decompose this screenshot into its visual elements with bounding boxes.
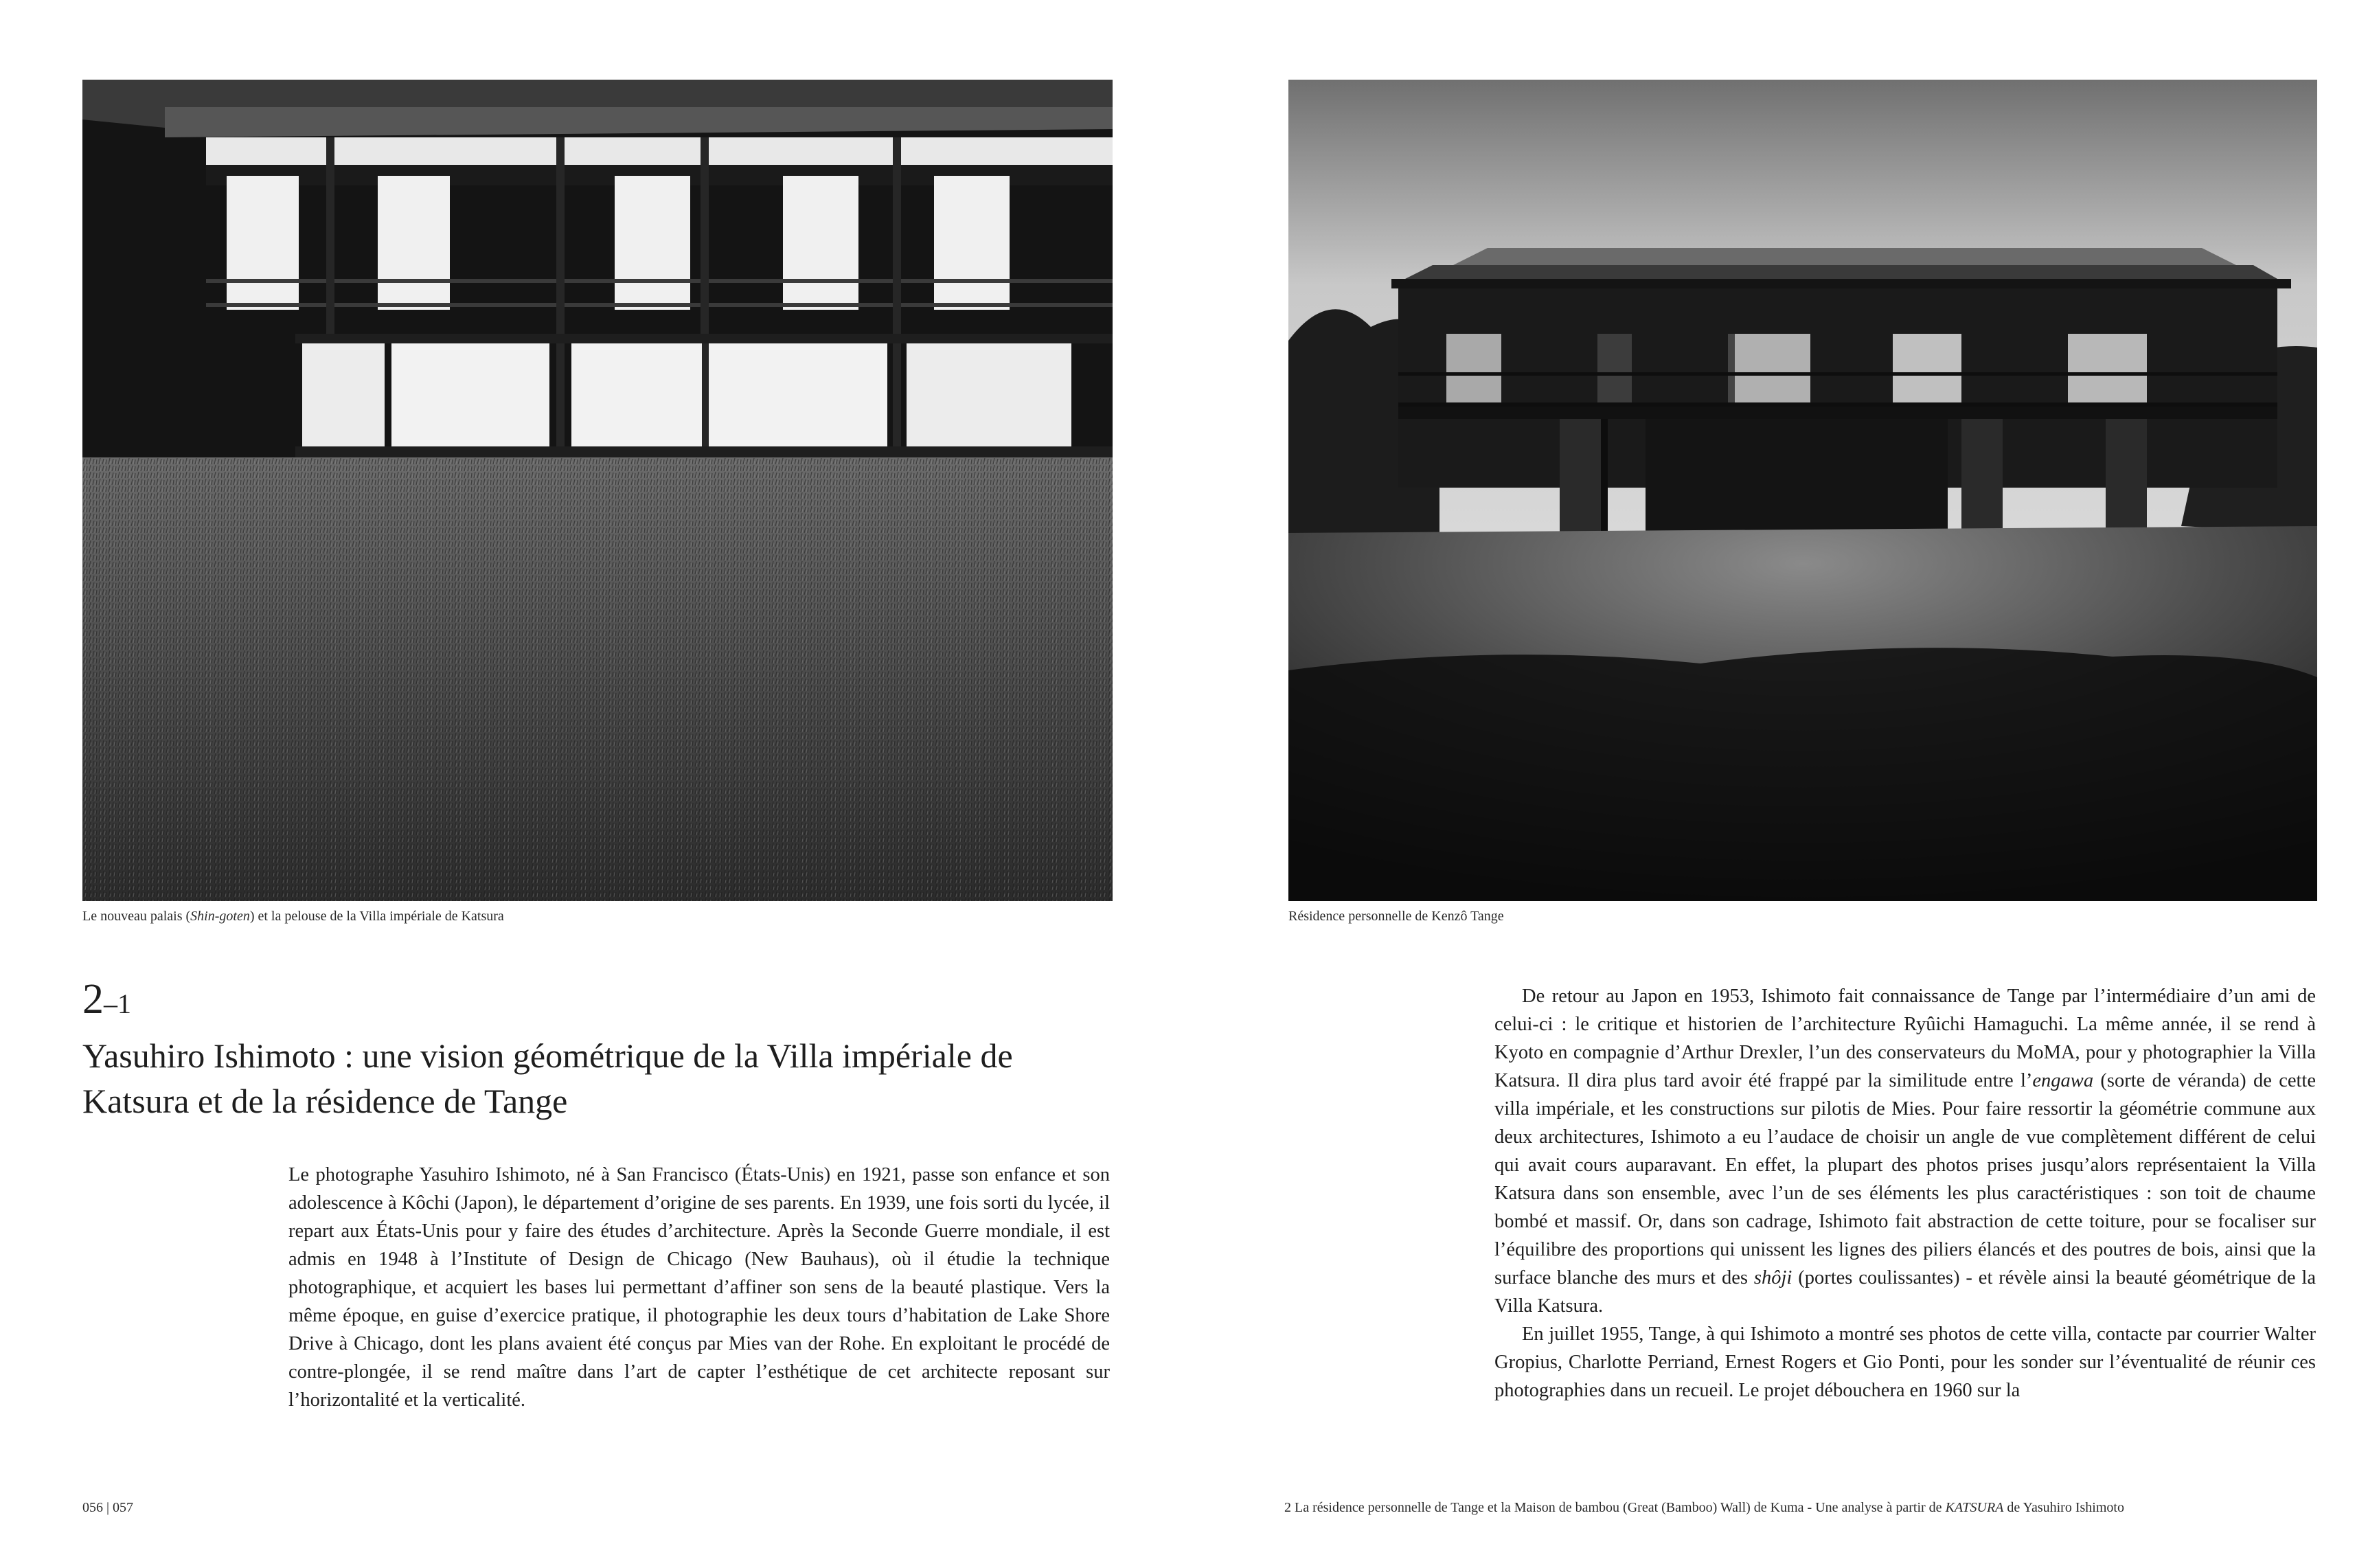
caption-katsura-italic: Shin-goten (190, 909, 250, 924)
paragraph-ishimoto-biography: Le photographe Yasuhiro Ishimoto, né à San Francisco (États-Unis) en 1921, passe son enfance et son adolescence à Kôchi (Japon), le département d’origine de ses parents. En 1939, une fois sorti du lycée, il repart aux États-Unis pour y faire des études d’architecture. Après la Seconde Guerre mondiale, il est admis en 1948 à l’Institute of Design de Chicago (New Bauhaus), où il étudie la technique photographique, et acquiert les bases lui permettant d’affiner son sens de la beauté plastique. Vers la même époque, en guise d’exercice pratique, il photographie les deux tours d’habitation de Lake Shore Drive à Chicago, dont les plans avaient été conçus par Mies van der Rohe. En exploitant le procédé de contre-plongée, il se rend maître dans l’art de capter l’esthétique de cet architecte reposant sur l’horizontalité et la verticalité. (288, 1164, 1110, 1411)
photo-tange-residence (1288, 80, 2317, 901)
term-shoji: shôji (1753, 1267, 1792, 1288)
paragraph-tange-contact: En juillet 1955, Tange, à qui Ishimoto a montré ses photos de cette villa, contacte par courrier Walter Gropius, Charlotte Perriand, Ernest Rogers et Gio Ponti, pour les sonder sur l’éventualité de réunir ces photographies dans un recueil. Le projet débouchera en 1960 sur la (1494, 1323, 2316, 1401)
running-footer-text-end: de Yasuhiro Ishimoto (2003, 1500, 2124, 1515)
page-numbers: 056 | 057 (82, 1500, 134, 1515)
paragraph-text: (sorte de véranda) de cette villa impériale, et les constructions sur pilotis de Mies. Pour faire ressortir la géométrie commune aux deux architectures, Ishimoto a eu l’audace de choisir un angle de vue complètement différent de celui qui avait cours auparavant. En effet, la plupart des photos prises jusqu’alors représentaient la Villa Katsura dans son ensemble, avec l’un de ses éléments les plus caractéristiques : son toit de chaume bombé et massif. Or, dans son cadrage, Ishimoto fait abstraction de cette toiture, pour se focaliser sur l’équilibre des proportions qui unissent les lignes des piliers élancés et des poutres de bois, ainsi que la surface blanche des murs et des (1494, 1070, 2316, 1288)
running-footer-italic: KATSURA (1945, 1500, 2004, 1515)
chapter-number-separator: – (104, 988, 117, 1019)
chapter-number-sub: 1 (117, 988, 131, 1019)
photo-katsura-villa (82, 80, 1113, 901)
term-engawa: engawa (2032, 1070, 2094, 1091)
running-footer (1284, 1500, 2124, 1516)
tange-residence-image (1288, 80, 2317, 901)
chapter-number (82, 978, 131, 1021)
chapter-title: Yasuhiro Ishimoto : une vision géométrique de la Villa impériale de Katsura et de la résidence de Tange (82, 1036, 1013, 1120)
caption-tange-photo: Résidence personnelle de Kenzô Tange (1288, 909, 1504, 924)
body-column-left (288, 1161, 1110, 1414)
caption-katsura-text: Le nouveau palais ( (82, 909, 191, 924)
caption-katsura-text-end: ) et la pelouse de la Villa impériale de Katsura (249, 909, 504, 924)
running-footer-text: 2 La résidence personnelle de Tange et la Maison de bambou (Great (Bamboo) Wall) de Kuma - Une analyse à partir de (1284, 1500, 1946, 1515)
paragraph-katsura-visit (1494, 982, 2316, 1320)
paragraph-text: (portes coulissantes) - et révèle ainsi la beauté géométrique de la Villa Katsura. (1494, 1267, 2316, 1317)
paragraph-text: De retour au Japon en 1953, Ishimoto fait connaissance de Tange par l’intermédiaire d’un ami de celui-ci : le critique et historien de l’architecture Ryûichi Hamaguchi. La même année, il se rend à Kyoto en compagnie d’Arthur Drexler, l’un des conservateurs du MoMA, pour y photographier la Villa Katsura. Il dira plus tard avoir été frappé par la similitude entre l’ (1494, 986, 2316, 1091)
katsura-villa-image (82, 80, 1113, 901)
caption-katsura-photo (82, 908, 504, 924)
chapter-number-main: 2 (82, 976, 104, 1023)
body-column-right (1494, 982, 2316, 1405)
